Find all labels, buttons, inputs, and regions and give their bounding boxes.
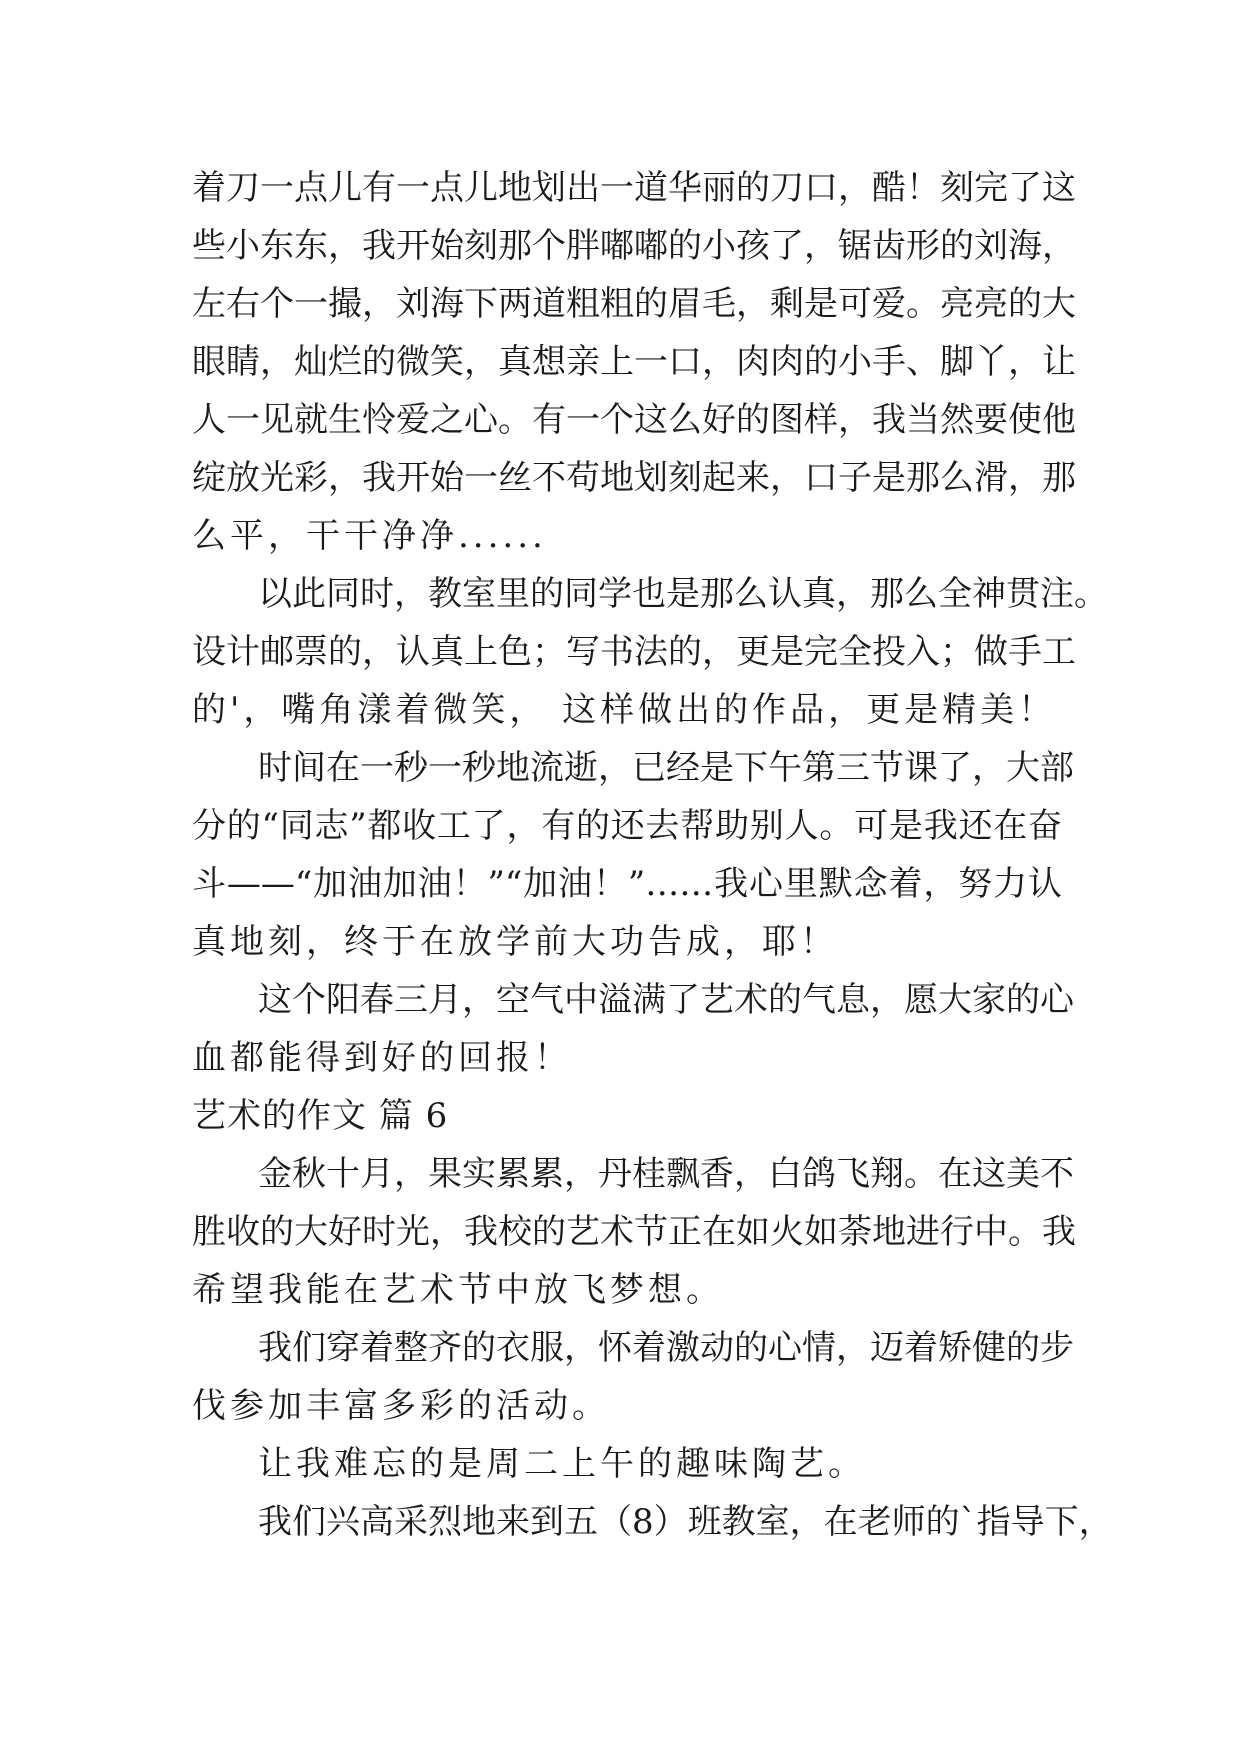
- paragraph-first-line: 时间在一秒一秒地流逝，已经是下午第三节课了，大部: [258, 748, 1074, 788]
- text-line: 斗——“加油加油！”“加油！”……我心里默念着，努力认: [192, 864, 1062, 904]
- text-line: 人一见就生怜爱之心。有一个这么好的图样，我当然要使他: [192, 400, 1076, 440]
- text-line: 胜收的大好时光，我校的艺术节正在如火如荼地进行中。我: [192, 1212, 1076, 1252]
- text-line: 设计邮票的，认真上色；写书法的，更是完全投入；做手工: [192, 632, 1076, 672]
- text-line: 左右个一撮，刘海下两道粗粗的眉毛，剩是可爱。亮亮的大: [192, 284, 1076, 324]
- text-line: 希望我能在艺术节中放飞梦想。: [192, 1270, 724, 1310]
- text-line: 着刀一点儿有一点儿地划出一道华丽的刀口，酷！刻完了这: [192, 168, 1076, 208]
- text-line: 血都能得到好的回报！: [192, 1038, 572, 1078]
- paragraph-first-line: 这个阳春三月，空气中溢满了艺术的气息，愿大家的心: [258, 980, 1074, 1020]
- text-line: 的'，嘴角漾着微笑， 这样做出的作品，更是精美！: [192, 690, 1057, 730]
- paragraph-first-line: 我们穿着整齐的衣服，怀着激动的心情，迈着矫健的步: [258, 1328, 1074, 1368]
- text-line: 么平，干干净净......: [192, 516, 547, 556]
- text-line: 真地刻，终于在放学前大功告成，耶！: [192, 922, 838, 962]
- text-line: 伐参加丰富多彩的活动。: [192, 1386, 610, 1426]
- text-line: 些小东东，我开始刻那个胖嘟嘟的小孩了，锯齿形的刘海，: [192, 226, 1076, 266]
- paragraph-first-line: 让我难忘的是周二上午的趣味陶艺。: [258, 1444, 866, 1484]
- text-line: 分的“同志”都收工了，有的还去帮助别人。可是我还在奋: [192, 806, 1062, 846]
- paragraph-first-line: 我们兴高采烈地来到五（8）班教室，在老师的`指导下，: [258, 1502, 1113, 1542]
- text-line: 绽放光彩，我开始一丝不苟地划刻起来，口子是那么滑，那: [192, 458, 1076, 498]
- text-line: 眼睛，灿烂的微笑，真想亲上一口，肉肉的小手、脚丫，让: [192, 342, 1076, 382]
- section-heading: 艺术的作文 篇 6: [192, 1096, 449, 1136]
- paragraph-first-line: 以此同时，教室里的同学也是那么认真，那么全神贯注。: [258, 574, 1108, 614]
- paragraph-first-line: 金秋十月，果实累累，丹桂飘香，白鸽飞翔。在这美不: [258, 1154, 1074, 1194]
